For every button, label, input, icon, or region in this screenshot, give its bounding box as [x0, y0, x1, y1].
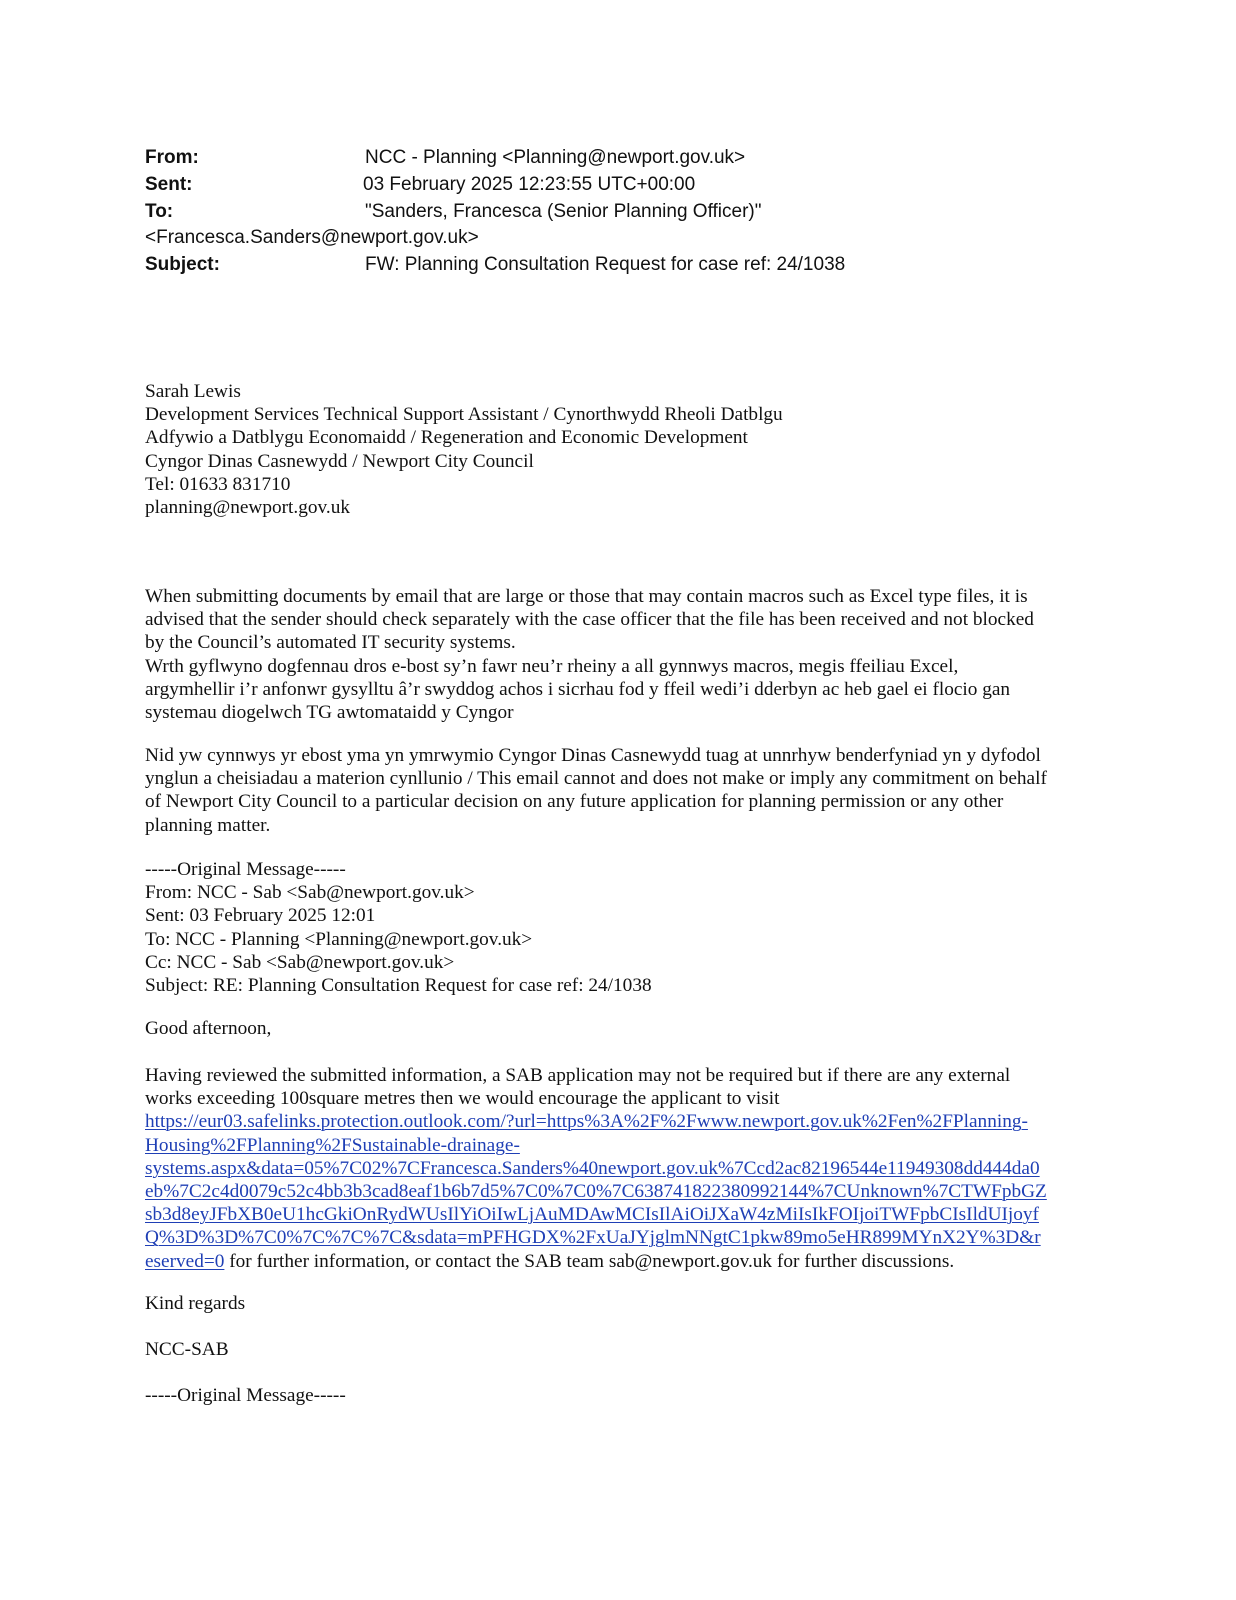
closing-text: Kind regards	[145, 1293, 246, 1314]
disclaimer-line: ynglun a cheisiadau a materion cynllunio / This email cannot and does not make or imply any commitment on behalf	[145, 768, 1047, 790]
signature-block	[145, 380, 1090, 519]
original-message-header	[145, 858, 1090, 997]
header-sent-row	[145, 172, 1105, 199]
original-sent: Sent: 03 February 2025 12:01	[145, 905, 376, 927]
signature-name: Sarah Lewis	[145, 381, 241, 402]
email-header	[145, 145, 1105, 279]
disclaimer-line: planning matter.	[145, 814, 271, 836]
notice-en-line: advised that the sender should check separately with the case officer that the file has been received and not blocked	[145, 609, 1034, 631]
header-subject-row	[145, 252, 1105, 279]
security-notice	[145, 585, 1090, 724]
safelink-url-line[interactable]: systems.aspx&data=05%7C02%7CFrancesca.Sanders%40newport.gov.uk%7Ccd2ac82196544e11949308dd444da0	[145, 1157, 1040, 1179]
subject-label: Subject:	[145, 254, 220, 276]
safelink-url-line[interactable]: Q%3D%3D%7C0%7C%7C%7C&sdata=mPFHGDX%2FxUaJYjglmNNgtC1pkw89mo5eHR899MYnX2Y%3D&r	[145, 1227, 1041, 1249]
safelink-url-line[interactable]: Housing%2FPlanning%2FSustainable-drainage-	[145, 1134, 520, 1156]
to-value-continuation: <Francesca.Sanders@newport.gov.uk>	[145, 227, 479, 249]
disclaimer-line: of Newport City Council to a particular decision on any future application for planning permission or any other	[145, 791, 1004, 813]
header-to-row	[145, 199, 1105, 226]
greeting-text: Good afternoon,	[145, 1018, 272, 1039]
disclaimer	[145, 744, 1090, 837]
sent-value: 03 February 2025 12:23:55 UTC+00:00	[363, 173, 696, 195]
from-value: NCC - Planning <Planning@newport.gov.uk>	[365, 147, 746, 168]
sender-signoff	[145, 1338, 1090, 1361]
signature-council: Cyngor Dinas Casnewydd / Newport City Council	[145, 450, 534, 472]
subject-value: FW: Planning Consultation Request for case ref: 24/1038	[365, 254, 846, 276]
to-label: To:	[145, 200, 174, 222]
signature-tel: Tel: 01633 831710	[145, 473, 291, 495]
original-cc: Cc: NCC - Sab <Sab@newport.gov.uk>	[145, 951, 455, 973]
greeting	[145, 1017, 1090, 1040]
notice-cy-line: systemau diogelwch TG awtomataidd y Cyngor	[145, 702, 514, 724]
sent-label: Sent:	[145, 173, 193, 195]
to-value: "Sanders, Francesca (Senior Planning Officer)"	[365, 200, 762, 222]
safelink-url-line[interactable]: https://eur03.safelinks.protection.outlook.com/?url=https%3A%2F%2Fwww.newport.gov.uk%2Fen%2FPlanning-	[145, 1111, 1028, 1133]
second-original-message	[145, 1384, 1090, 1407]
from-label: From:	[145, 147, 199, 168]
disclaimer-line: Nid yw cynnwys yr ebost yma yn ymrwymio Cyngor Dinas Casnewydd tuag at unnrhyw benderfyniad yn y dyfodol	[145, 745, 1041, 766]
safelink-url-line[interactable]: eb%7C2c4d0079c52c4bb3b3cad8eaf1b6b7d5%7C0%7C0%7C638741822380992144%7CUnknown%7CTWFpbGZ	[145, 1181, 1047, 1203]
paragraph-line: works exceeding 100square metres then we would encourage the applicant to visit	[145, 1088, 780, 1110]
notice-cy-line: Wrth gyflwyno dogfennau dros e-bost sy’n fawr neu’r rheiny a all gynnwys macros, megis ffeiliau Excel,	[145, 655, 959, 677]
original-to: To: NCC - Planning <Planning@newport.gov.uk>	[145, 928, 533, 950]
message-paragraph	[145, 1064, 1090, 1273]
signature-department: Adfywio a Datblygu Economaidd / Regeneration and Economic Development	[145, 427, 748, 449]
original-message-separator-2: -----Original Message-----	[145, 1385, 346, 1406]
sender-name: NCC-SAB	[145, 1339, 229, 1360]
after-link-text: for further information, or contact the SAB team sab@newport.gov.uk for further discussions.	[224, 1250, 955, 1272]
signature-role: Development Services Technical Support Assistant / Cynorthwydd Rheoli Datblgu	[145, 404, 783, 426]
notice-en-line: When submitting documents by email that are large or those that may contain macros such as Excel type files, it is	[145, 586, 1028, 607]
original-message-separator: -----Original Message-----	[145, 859, 346, 880]
notice-cy-line: argymhellir i’r anfonwr gysylltu â’r swyddog achos i sicrhau fod y ffeil wedi’i dderbyn ac heb gael ei flocio gan	[145, 678, 1011, 700]
paragraph-line: Having reviewed the submitted information, a SAB application may not be required but if there are any external	[145, 1065, 1011, 1086]
header-from-row	[145, 145, 1105, 172]
original-subject: Subject: RE: Planning Consultation Request for case ref: 24/1038	[145, 975, 652, 997]
safelink-url-line[interactable]: eserved=0	[145, 1250, 225, 1272]
safelink-url-line[interactable]: sb3d8eyJFbXB0eU1hcGkiOnRydWUsIlYiOiIwLjAuMDAwMCIsIlAiOiJXaW4zMiIsIkFOIjoiTWFpbCIsIldUIjoyf	[145, 1204, 1039, 1226]
closing	[145, 1292, 1090, 1315]
signature-email: planning@newport.gov.uk	[145, 497, 351, 519]
notice-en-line: by the Council’s automated IT security systems.	[145, 632, 516, 654]
original-from: From: NCC - Sab <Sab@newport.gov.uk>	[145, 882, 475, 904]
